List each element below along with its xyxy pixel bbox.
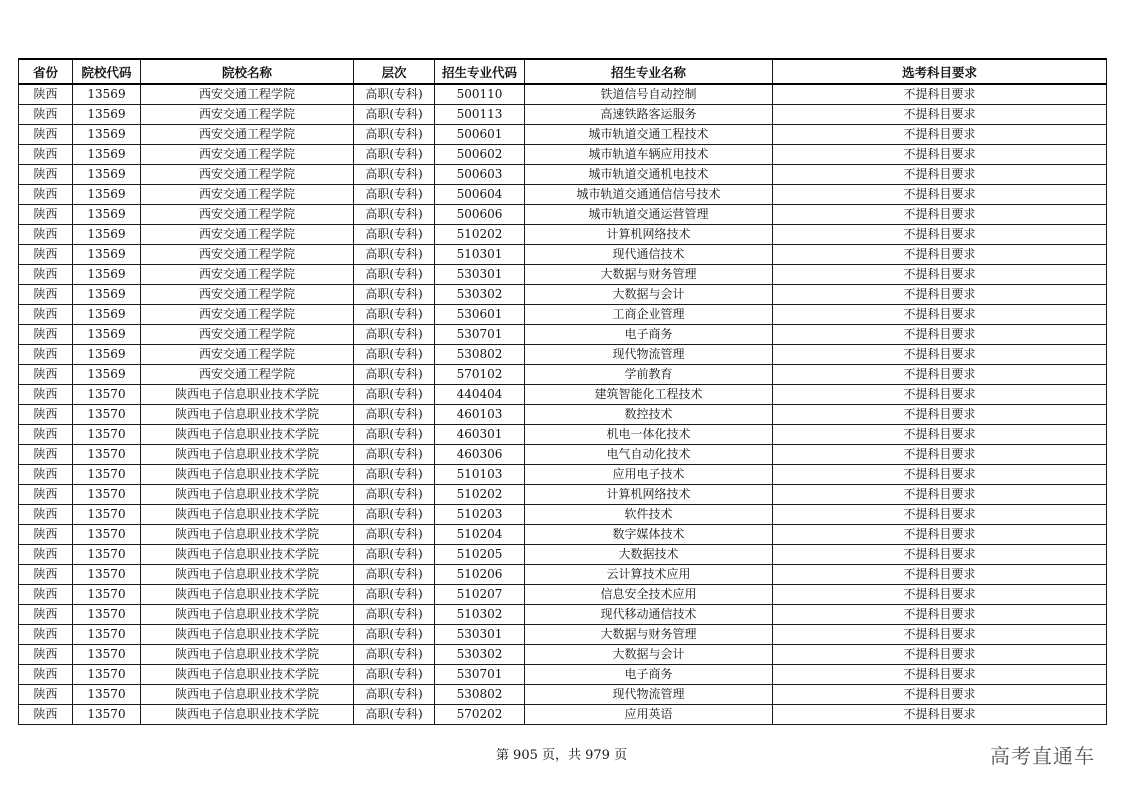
major-name-cell: 计算机网络技术 xyxy=(525,225,773,245)
province-cell: 陕西 xyxy=(19,505,73,525)
table-body xyxy=(19,84,1107,725)
school-code-cell: 13569 xyxy=(73,225,141,245)
table-row xyxy=(19,545,1107,565)
level-cell: 高职(专科) xyxy=(354,345,435,365)
table-row xyxy=(19,145,1107,165)
school-name-cell: 西安交通工程学院 xyxy=(141,185,354,205)
major-code-cell: 500602 xyxy=(435,145,525,165)
header-major-code: 招生专业代码 xyxy=(435,59,525,84)
major-code-cell: 530302 xyxy=(435,645,525,665)
major-name-cell: 城市轨道交通运营管理 xyxy=(525,205,773,225)
table-row xyxy=(19,405,1107,425)
school-name-cell: 陕西电子信息职业技术学院 xyxy=(141,705,354,725)
province-cell: 陕西 xyxy=(19,365,73,385)
level-cell: 高职(专科) xyxy=(354,605,435,625)
level-cell: 高职(专科) xyxy=(354,565,435,585)
table-row xyxy=(19,585,1107,605)
level-cell: 高职(专科) xyxy=(354,545,435,565)
table-row xyxy=(19,485,1107,505)
major-code-cell: 530701 xyxy=(435,665,525,685)
header-level: 层次 xyxy=(354,59,435,84)
table-row xyxy=(19,325,1107,345)
major-code-cell: 510204 xyxy=(435,525,525,545)
school-code-cell: 13569 xyxy=(73,185,141,205)
school-code-cell: 13570 xyxy=(73,605,141,625)
school-code-cell: 13570 xyxy=(73,425,141,445)
major-name-cell: 现代通信技术 xyxy=(525,245,773,265)
school-name-cell: 陕西电子信息职业技术学院 xyxy=(141,445,354,465)
major-code-cell: 510302 xyxy=(435,605,525,625)
subject-requirement-cell: 不提科目要求 xyxy=(773,465,1107,485)
level-cell: 高职(专科) xyxy=(354,305,435,325)
school-code-cell: 13570 xyxy=(73,525,141,545)
table-header-row xyxy=(19,59,1107,84)
header-province: 省份 xyxy=(19,59,73,84)
province-cell: 陕西 xyxy=(19,84,73,105)
level-cell: 高职(专科) xyxy=(354,665,435,685)
major-name-cell: 高速铁路客运服务 xyxy=(525,105,773,125)
subject-requirement-cell: 不提科目要求 xyxy=(773,645,1107,665)
header-school-code: 院校代码 xyxy=(73,59,141,84)
table-row xyxy=(19,505,1107,525)
table-row xyxy=(19,205,1107,225)
enrollment-table xyxy=(18,58,1107,725)
level-cell: 高职(专科) xyxy=(354,225,435,245)
major-code-cell: 500110 xyxy=(435,84,525,105)
major-name-cell: 城市轨道交通机电技术 xyxy=(525,165,773,185)
major-code-cell: 530302 xyxy=(435,285,525,305)
province-cell: 陕西 xyxy=(19,525,73,545)
major-code-cell: 510206 xyxy=(435,565,525,585)
table-row xyxy=(19,685,1107,705)
subject-requirement-cell: 不提科目要求 xyxy=(773,165,1107,185)
school-code-cell: 13569 xyxy=(73,345,141,365)
major-name-cell: 机电一体化技术 xyxy=(525,425,773,445)
province-cell: 陕西 xyxy=(19,285,73,305)
school-name-cell: 陕西电子信息职业技术学院 xyxy=(141,385,354,405)
major-name-cell: 数控技术 xyxy=(525,405,773,425)
major-name-cell: 大数据与财务管理 xyxy=(525,625,773,645)
school-code-cell: 13570 xyxy=(73,505,141,525)
school-name-cell: 陕西电子信息职业技术学院 xyxy=(141,525,354,545)
subject-requirement-cell: 不提科目要求 xyxy=(773,325,1107,345)
subject-requirement-cell: 不提科目要求 xyxy=(773,565,1107,585)
major-code-cell: 570202 xyxy=(435,705,525,725)
subject-requirement-cell: 不提科目要求 xyxy=(773,385,1107,405)
school-name-cell: 西安交通工程学院 xyxy=(141,145,354,165)
major-name-cell: 大数据与会计 xyxy=(525,285,773,305)
subject-requirement-cell: 不提科目要求 xyxy=(773,685,1107,705)
school-code-cell: 13570 xyxy=(73,405,141,425)
subject-requirement-cell: 不提科目要求 xyxy=(773,225,1107,245)
level-cell: 高职(专科) xyxy=(354,705,435,725)
level-cell: 高职(专科) xyxy=(354,445,435,465)
school-code-cell: 13569 xyxy=(73,365,141,385)
school-name-cell: 陕西电子信息职业技术学院 xyxy=(141,405,354,425)
level-cell: 高职(专科) xyxy=(354,425,435,445)
major-name-cell: 软件技术 xyxy=(525,505,773,525)
major-code-cell: 440404 xyxy=(435,385,525,405)
school-code-cell: 13569 xyxy=(73,145,141,165)
table-row xyxy=(19,165,1107,185)
school-name-cell: 陕西电子信息职业技术学院 xyxy=(141,605,354,625)
school-code-cell: 13570 xyxy=(73,705,141,725)
school-name-cell: 西安交通工程学院 xyxy=(141,265,354,285)
province-cell: 陕西 xyxy=(19,485,73,505)
subject-requirement-cell: 不提科目要求 xyxy=(773,545,1107,565)
table-row xyxy=(19,465,1107,485)
major-name-cell: 现代物流管理 xyxy=(525,345,773,365)
major-name-cell: 现代物流管理 xyxy=(525,685,773,705)
school-code-cell: 13570 xyxy=(73,585,141,605)
subject-requirement-cell: 不提科目要求 xyxy=(773,84,1107,105)
school-name-cell: 陕西电子信息职业技术学院 xyxy=(141,585,354,605)
table-row xyxy=(19,285,1107,305)
school-name-cell: 西安交通工程学院 xyxy=(141,165,354,185)
subject-requirement-cell: 不提科目要求 xyxy=(773,705,1107,725)
province-cell: 陕西 xyxy=(19,105,73,125)
school-name-cell: 陕西电子信息职业技术学院 xyxy=(141,425,354,445)
subject-requirement-cell: 不提科目要求 xyxy=(773,445,1107,465)
school-code-cell: 13570 xyxy=(73,625,141,645)
province-cell: 陕西 xyxy=(19,205,73,225)
subject-requirement-cell: 不提科目要求 xyxy=(773,125,1107,145)
major-name-cell: 铁道信号自动控制 xyxy=(525,84,773,105)
major-name-cell: 大数据与财务管理 xyxy=(525,265,773,285)
level-cell: 高职(专科) xyxy=(354,685,435,705)
province-cell: 陕西 xyxy=(19,325,73,345)
table-row xyxy=(19,605,1107,625)
table-row xyxy=(19,185,1107,205)
school-name-cell: 西安交通工程学院 xyxy=(141,225,354,245)
table-row xyxy=(19,705,1107,725)
province-cell: 陕西 xyxy=(19,145,73,165)
major-name-cell: 工商企业管理 xyxy=(525,305,773,325)
table-row xyxy=(19,565,1107,585)
school-name-cell: 西安交通工程学院 xyxy=(141,84,354,105)
subject-requirement-cell: 不提科目要求 xyxy=(773,525,1107,545)
school-name-cell: 西安交通工程学院 xyxy=(141,345,354,365)
table-row xyxy=(19,345,1107,365)
subject-requirement-cell: 不提科目要求 xyxy=(773,605,1107,625)
school-name-cell: 西安交通工程学院 xyxy=(141,305,354,325)
level-cell: 高职(专科) xyxy=(354,325,435,345)
school-name-cell: 陕西电子信息职业技术学院 xyxy=(141,505,354,525)
table-row xyxy=(19,385,1107,405)
major-code-cell: 530301 xyxy=(435,265,525,285)
level-cell: 高职(专科) xyxy=(354,145,435,165)
major-name-cell: 电子商务 xyxy=(525,665,773,685)
school-name-cell: 陕西电子信息职业技术学院 xyxy=(141,665,354,685)
major-name-cell: 大数据技术 xyxy=(525,545,773,565)
major-name-cell: 云计算技术应用 xyxy=(525,565,773,585)
header-major-name: 招生专业名称 xyxy=(525,59,773,84)
school-name-cell: 西安交通工程学院 xyxy=(141,245,354,265)
school-code-cell: 13569 xyxy=(73,165,141,185)
province-cell: 陕西 xyxy=(19,645,73,665)
major-code-cell: 530802 xyxy=(435,685,525,705)
major-code-cell: 510301 xyxy=(435,245,525,265)
school-code-cell: 13570 xyxy=(73,665,141,685)
level-cell: 高职(专科) xyxy=(354,625,435,645)
major-code-cell: 510203 xyxy=(435,505,525,525)
school-code-cell: 13569 xyxy=(73,84,141,105)
province-cell: 陕西 xyxy=(19,385,73,405)
major-code-cell: 460306 xyxy=(435,445,525,465)
school-name-cell: 陕西电子信息职业技术学院 xyxy=(141,645,354,665)
table-row xyxy=(19,225,1107,245)
province-cell: 陕西 xyxy=(19,565,73,585)
school-name-cell: 陕西电子信息职业技术学院 xyxy=(141,465,354,485)
school-code-cell: 13569 xyxy=(73,305,141,325)
school-name-cell: 陕西电子信息职业技术学院 xyxy=(141,565,354,585)
major-name-cell: 应用电子技术 xyxy=(525,465,773,485)
header-school-name: 院校名称 xyxy=(141,59,354,84)
major-code-cell: 510205 xyxy=(435,545,525,565)
school-code-cell: 13570 xyxy=(73,685,141,705)
level-cell: 高职(专科) xyxy=(354,465,435,485)
province-cell: 陕西 xyxy=(19,545,73,565)
subject-requirement-cell: 不提科目要求 xyxy=(773,245,1107,265)
school-code-cell: 13569 xyxy=(73,265,141,285)
school-name-cell: 西安交通工程学院 xyxy=(141,125,354,145)
province-cell: 陕西 xyxy=(19,405,73,425)
table-row xyxy=(19,445,1107,465)
province-cell: 陕西 xyxy=(19,445,73,465)
major-code-cell: 530802 xyxy=(435,345,525,365)
subject-requirement-cell: 不提科目要求 xyxy=(773,345,1107,365)
province-cell: 陕西 xyxy=(19,185,73,205)
major-name-cell: 电气自动化技术 xyxy=(525,445,773,465)
province-cell: 陕西 xyxy=(19,305,73,325)
level-cell: 高职(专科) xyxy=(354,505,435,525)
province-cell: 陕西 xyxy=(19,685,73,705)
table-row xyxy=(19,245,1107,265)
subject-requirement-cell: 不提科目要求 xyxy=(773,185,1107,205)
major-name-cell: 数字媒体技术 xyxy=(525,525,773,545)
school-name-cell: 陕西电子信息职业技术学院 xyxy=(141,545,354,565)
subject-requirement-cell: 不提科目要求 xyxy=(773,365,1107,385)
major-code-cell: 500113 xyxy=(435,105,525,125)
major-code-cell: 570102 xyxy=(435,365,525,385)
school-name-cell: 陕西电子信息职业技术学院 xyxy=(141,685,354,705)
province-cell: 陕西 xyxy=(19,225,73,245)
table-row xyxy=(19,625,1107,645)
subject-requirement-cell: 不提科目要求 xyxy=(773,585,1107,605)
level-cell: 高职(专科) xyxy=(354,285,435,305)
table-row xyxy=(19,265,1107,285)
major-name-cell: 大数据与会计 xyxy=(525,645,773,665)
school-name-cell: 西安交通工程学院 xyxy=(141,365,354,385)
subject-requirement-cell: 不提科目要求 xyxy=(773,205,1107,225)
table-row xyxy=(19,105,1107,125)
watermark-logo: 高考直通车 xyxy=(990,744,1095,768)
major-name-cell: 城市轨道交通工程技术 xyxy=(525,125,773,145)
major-code-cell: 460103 xyxy=(435,405,525,425)
major-code-cell: 500603 xyxy=(435,165,525,185)
table-row xyxy=(19,84,1107,105)
level-cell: 高职(专科) xyxy=(354,125,435,145)
table-row xyxy=(19,425,1107,445)
level-cell: 高职(专科) xyxy=(354,485,435,505)
level-cell: 高职(专科) xyxy=(354,165,435,185)
major-code-cell: 500604 xyxy=(435,185,525,205)
subject-requirement-cell: 不提科目要求 xyxy=(773,625,1107,645)
major-code-cell: 530701 xyxy=(435,325,525,345)
subject-requirement-cell: 不提科目要求 xyxy=(773,145,1107,165)
school-name-cell: 陕西电子信息职业技术学院 xyxy=(141,625,354,645)
major-name-cell: 电子商务 xyxy=(525,325,773,345)
level-cell: 高职(专科) xyxy=(354,185,435,205)
school-code-cell: 13570 xyxy=(73,445,141,465)
table-row xyxy=(19,645,1107,665)
table-row xyxy=(19,525,1107,545)
subject-requirement-cell: 不提科目要求 xyxy=(773,405,1107,425)
major-name-cell: 学前教育 xyxy=(525,365,773,385)
major-name-cell: 计算机网络技术 xyxy=(525,485,773,505)
major-code-cell: 460301 xyxy=(435,425,525,445)
school-code-cell: 13570 xyxy=(73,645,141,665)
subject-requirement-cell: 不提科目要求 xyxy=(773,485,1107,505)
major-name-cell: 信息安全技术应用 xyxy=(525,585,773,605)
school-code-cell: 13570 xyxy=(73,485,141,505)
province-cell: 陕西 xyxy=(19,465,73,485)
school-code-cell: 13570 xyxy=(73,565,141,585)
school-code-cell: 13569 xyxy=(73,325,141,345)
school-code-cell: 13569 xyxy=(73,205,141,225)
major-name-cell: 应用英语 xyxy=(525,705,773,725)
major-code-cell: 500601 xyxy=(435,125,525,145)
province-cell: 陕西 xyxy=(19,125,73,145)
major-code-cell: 530601 xyxy=(435,305,525,325)
table-row xyxy=(19,125,1107,145)
major-name-cell: 城市轨道交通通信信号技术 xyxy=(525,185,773,205)
level-cell: 高职(专科) xyxy=(354,385,435,405)
major-name-cell: 城市轨道车辆应用技术 xyxy=(525,145,773,165)
level-cell: 高职(专科) xyxy=(354,525,435,545)
school-code-cell: 13570 xyxy=(73,385,141,405)
major-code-cell: 500606 xyxy=(435,205,525,225)
page-number: 第 905 页，共 979 页 xyxy=(495,748,628,763)
level-cell: 高职(专科) xyxy=(354,245,435,265)
province-cell: 陕西 xyxy=(19,265,73,285)
level-cell: 高职(专科) xyxy=(354,405,435,425)
subject-requirement-cell: 不提科目要求 xyxy=(773,505,1107,525)
school-name-cell: 西安交通工程学院 xyxy=(141,105,354,125)
subject-requirement-cell: 不提科目要求 xyxy=(773,425,1107,445)
school-code-cell: 13569 xyxy=(73,285,141,305)
province-cell: 陕西 xyxy=(19,585,73,605)
school-code-cell: 13569 xyxy=(73,245,141,265)
province-cell: 陕西 xyxy=(19,605,73,625)
province-cell: 陕西 xyxy=(19,425,73,445)
major-code-cell: 510103 xyxy=(435,465,525,485)
major-code-cell: 510207 xyxy=(435,585,525,605)
level-cell: 高职(专科) xyxy=(354,365,435,385)
level-cell: 高职(专科) xyxy=(354,205,435,225)
header-subject-requirement: 选考科目要求 xyxy=(773,59,1107,84)
level-cell: 高职(专科) xyxy=(354,585,435,605)
major-code-cell: 530301 xyxy=(435,625,525,645)
school-code-cell: 13569 xyxy=(73,125,141,145)
province-cell: 陕西 xyxy=(19,665,73,685)
province-cell: 陕西 xyxy=(19,705,73,725)
school-name-cell: 西安交通工程学院 xyxy=(141,325,354,345)
school-name-cell: 西安交通工程学院 xyxy=(141,205,354,225)
subject-requirement-cell: 不提科目要求 xyxy=(773,305,1107,325)
province-cell: 陕西 xyxy=(19,625,73,645)
major-name-cell: 建筑智能化工程技术 xyxy=(525,385,773,405)
school-name-cell: 陕西电子信息职业技术学院 xyxy=(141,485,354,505)
province-cell: 陕西 xyxy=(19,345,73,365)
level-cell: 高职(专科) xyxy=(354,84,435,105)
level-cell: 高职(专科) xyxy=(354,105,435,125)
province-cell: 陕西 xyxy=(19,165,73,185)
subject-requirement-cell: 不提科目要求 xyxy=(773,105,1107,125)
level-cell: 高职(专科) xyxy=(354,265,435,285)
subject-requirement-cell: 不提科目要求 xyxy=(773,285,1107,305)
province-cell: 陕西 xyxy=(19,245,73,265)
major-code-cell: 510202 xyxy=(435,485,525,505)
subject-requirement-cell: 不提科目要求 xyxy=(773,265,1107,285)
major-code-cell: 510202 xyxy=(435,225,525,245)
school-code-cell: 13569 xyxy=(73,105,141,125)
table-row xyxy=(19,305,1107,325)
school-code-cell: 13570 xyxy=(73,465,141,485)
table-row xyxy=(19,665,1107,685)
subject-requirement-cell: 不提科目要求 xyxy=(773,665,1107,685)
major-name-cell: 现代移动通信技术 xyxy=(525,605,773,625)
table-row xyxy=(19,365,1107,385)
school-name-cell: 西安交通工程学院 xyxy=(141,285,354,305)
level-cell: 高职(专科) xyxy=(354,645,435,665)
school-code-cell: 13570 xyxy=(73,545,141,565)
